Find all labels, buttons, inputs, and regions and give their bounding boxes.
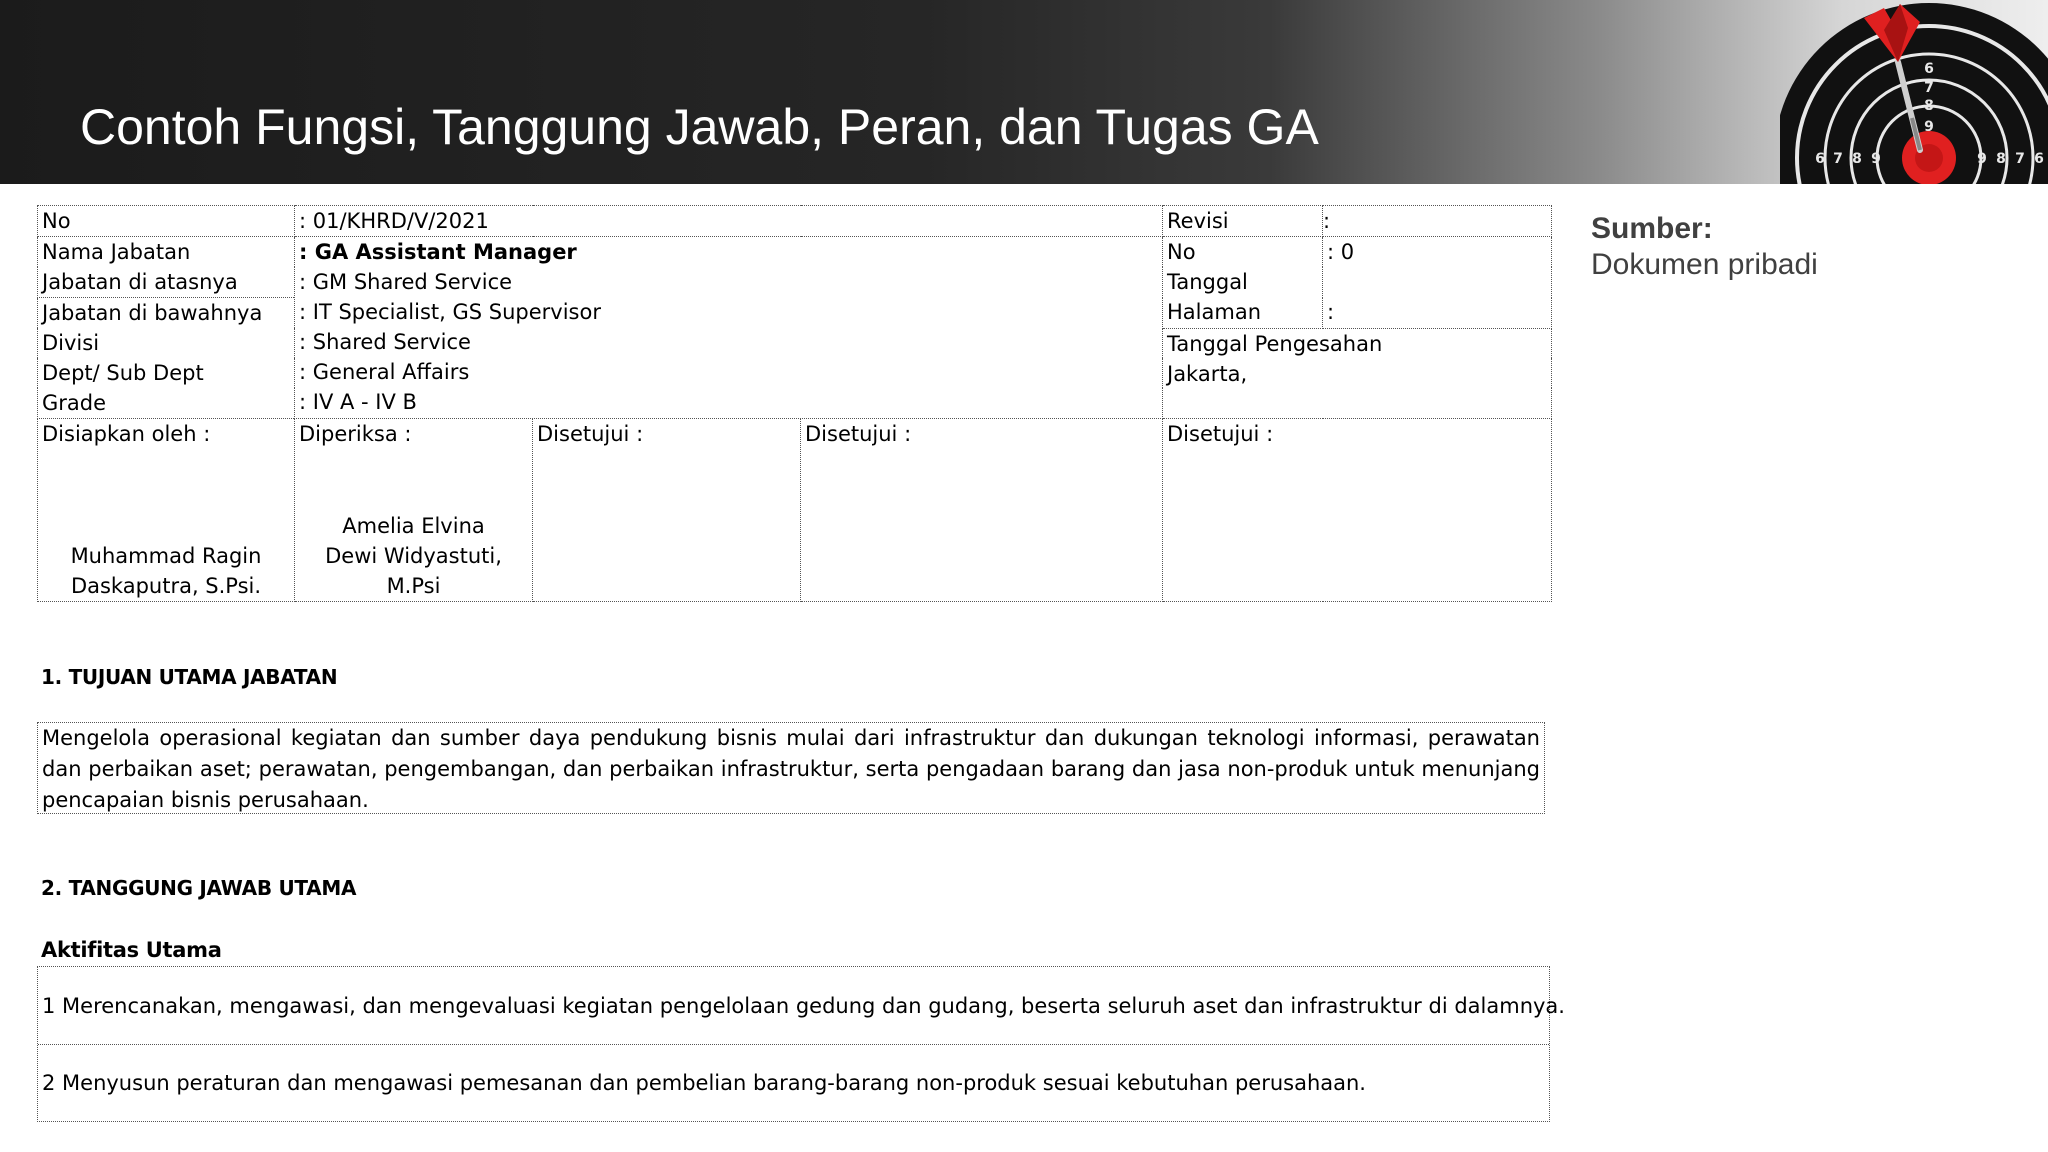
- revisi-label: Revisi: [1163, 206, 1323, 237]
- signature-approved-3-label: Disetujui :: [1167, 422, 1274, 446]
- section-1-heading: 1. TUJUAN UTAMA JABATAN: [41, 665, 338, 689]
- activity-item: 2 Menyusun peraturan dan mengawasi pemesanan dan pembelian barang-barang non-produk sesuai kebutuhan perusahaan.: [38, 1044, 1549, 1121]
- slide-title: Contoh Fungsi, Tanggung Jawab, Peran, dan Tugas GA: [80, 99, 1319, 155]
- signature-prepared-label: Disiapkan oleh :: [42, 422, 211, 446]
- halaman-value: :: [1327, 300, 1335, 324]
- source-label: Sumber:: [1591, 212, 1713, 245]
- grade-value: : IV A - IV B: [299, 390, 417, 414]
- job-purpose-text: Mengelola operasional kegiatan dan sumber daya pendukung bisnis mulai dari infrastruktur dan dukungan teknologi informasi, perawatan dan perbaikan aset; perawatan, pengembangan, dan perbaikan infrastruktur, serta pengadaan barang dan jasa non-produk untuk menunjang pencapaian bisnis perusahaan.: [37, 722, 1545, 814]
- svg-text:7: 7: [1924, 80, 1934, 96]
- details-values-cell: [295, 237, 1163, 419]
- grade-label: Grade: [38, 388, 295, 419]
- signature-prepared: [38, 419, 295, 602]
- svg-text:6: 6: [1815, 151, 1825, 167]
- svg-text:6: 6: [2034, 151, 2044, 167]
- signature-approved-3: [1163, 419, 1552, 602]
- activity-item: 1 Merencanakan, mengawasi, dan mengevaluasi kegiatan pengelolaan gedung dan gudang, beserta seluruh aset dan infrastruktur di dalamnya.: [42, 993, 1565, 1018]
- main-activities-heading: Aktifitas Utama: [41, 938, 222, 962]
- signature-checked-name: Amelia Elvina Dewi Widyastuti, M.Psi: [325, 514, 502, 598]
- signature-approved-1: [533, 419, 801, 602]
- source-value: Dokumen pribadi: [1591, 248, 1818, 281]
- svg-text:8: 8: [1924, 98, 1934, 114]
- svg-text:6: 6: [1924, 61, 1934, 77]
- jabatan-atasnya-label: Jabatan di atasnya: [38, 267, 295, 298]
- main-activities-list: [37, 966, 1565, 1122]
- rev-no-value: : 0: [1327, 240, 1355, 264]
- signature-prepared-name: Muhammad Ragin Daskaputra, S.Psi.: [70, 544, 262, 598]
- signature-checked-label: Diperiksa :: [299, 422, 412, 446]
- halaman-label: Halaman: [1167, 300, 1261, 324]
- jabatan-bawahnya-label: Jabatan di bawahnya: [38, 298, 295, 329]
- dept-value: : General Affairs: [299, 360, 470, 384]
- signature-approved-2-label: Disetujui :: [805, 422, 912, 446]
- svg-text:9: 9: [1924, 119, 1934, 135]
- tanggal-value: [1323, 267, 1551, 297]
- nama-jabatan-label: Nama Jabatan: [38, 237, 295, 268]
- svg-text:8: 8: [1852, 151, 1862, 167]
- rev-no-label: No: [1167, 240, 1196, 264]
- title-banner: [0, 0, 2048, 184]
- pengesahan-cell: [1163, 328, 1552, 419]
- no-label: No: [38, 206, 295, 237]
- signature-checked: [295, 419, 533, 602]
- rev-values-cell: [1323, 237, 1552, 329]
- signature-approved-1-label: Disetujui :: [537, 422, 644, 446]
- pengesahan-label: Tanggal Pengesahan: [1167, 331, 1383, 356]
- rev-labels-cell: [1163, 237, 1323, 329]
- divisi-label: Divisi: [38, 328, 295, 358]
- svg-text:8: 8: [1996, 151, 2006, 167]
- jabatan-atasnya-value: : GM Shared Service: [299, 270, 513, 294]
- dartboard-icon: [1780, 0, 2048, 184]
- svg-text:9: 9: [1977, 151, 1987, 167]
- no-value: : 01/KHRD/V/2021: [295, 206, 1163, 237]
- svg-text:7: 7: [1833, 151, 1843, 167]
- tanggal-label: Tanggal: [1167, 270, 1248, 294]
- svg-text:7: 7: [2015, 151, 2025, 167]
- section-2-heading: 2. TANGGUNG JAWAB UTAMA: [41, 876, 357, 900]
- jabatan-bawahnya-value: : IT Specialist, GS Supervisor: [299, 300, 601, 324]
- pengesahan-place: Jakarta,: [1167, 361, 1248, 386]
- dept-label: Dept/ Sub Dept: [38, 358, 295, 388]
- signature-approved-2: [801, 419, 1163, 602]
- revisi-value: :: [1323, 206, 1552, 237]
- svg-text:9: 9: [1871, 151, 1881, 167]
- nama-jabatan-value: : GA Assistant Manager: [299, 240, 577, 264]
- job-header-table: [37, 205, 1552, 602]
- divisi-value: : Shared Service: [299, 330, 471, 354]
